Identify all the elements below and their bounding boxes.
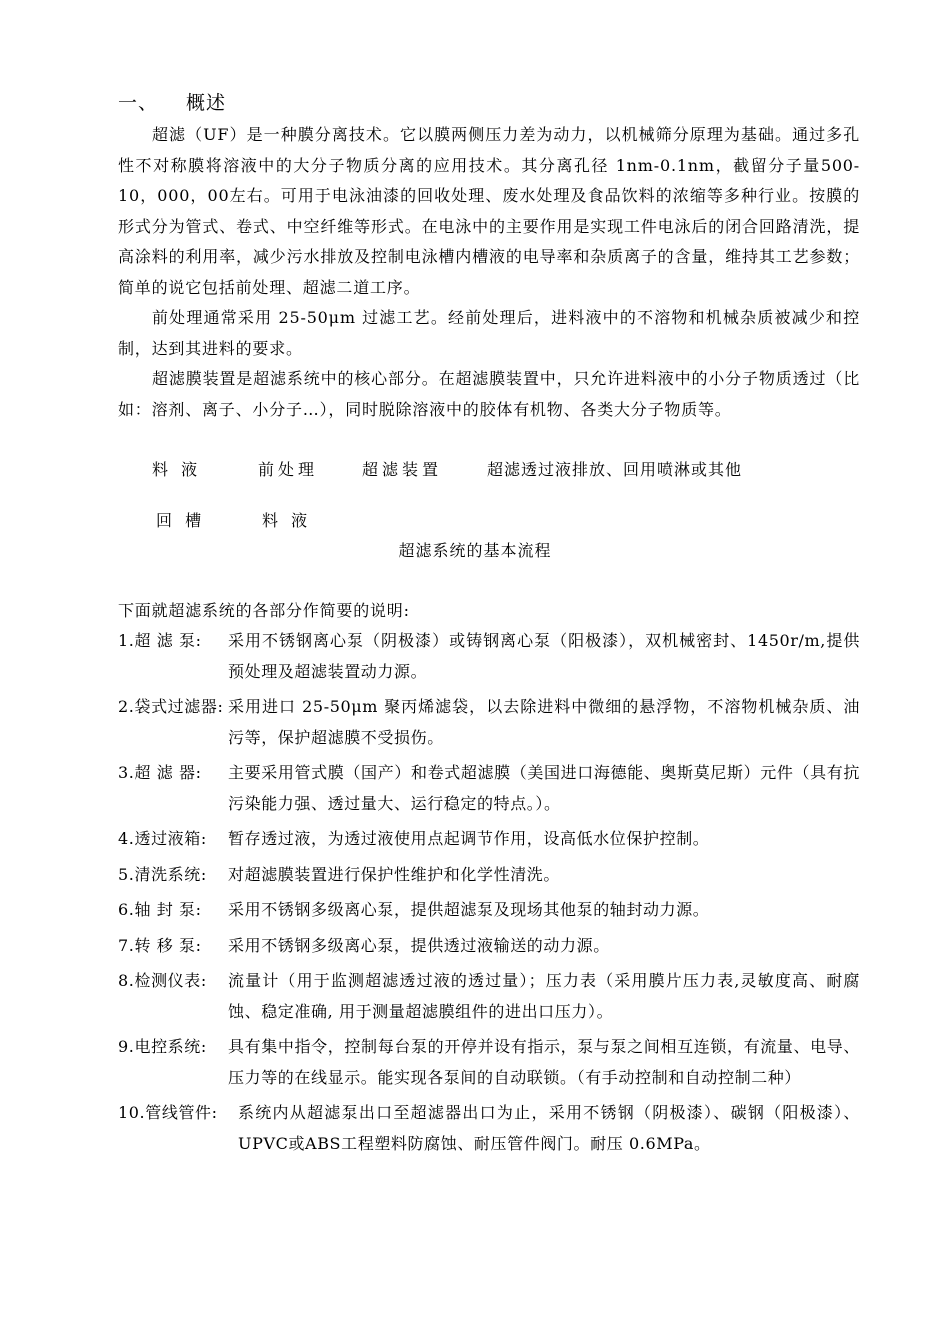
paragraph-overview: 超滤（UF）是一种膜分离技术。它以膜两侧压力差为动力，以机械筛分原理为基础。通过多孔性不对称膜将溶液中的大分子物质分离的应用技术。其分离孔径 1nm-0.1nm，截留分子量500-10，000，00左右。可用于电泳油漆的回收处理、废水处理及食品饮料的浓缩等多种行业。按膜的形式分为管式、卷式、中空纤维等形式。在电泳中的主要作用是实现工件电泳后的闭合回路清洗，提高涂料的利用率，减少污水排放及控制电泳槽内槽液的电导率和杂质离子的含量，维持其工艺参数；简单的说它包括前处理、超滤二道工序。 bbox=[118, 125, 860, 297]
list-item bbox=[118, 966, 860, 1027]
item-label: 8.检测仪表: bbox=[118, 971, 207, 990]
component-list bbox=[118, 626, 860, 1164]
item-desc: 主要采用管式膜（国产）和卷式超滤膜（美国进口海德能、奥斯莫尼斯）元件（具有抗污染能力强、透过量大、运行稳定的特点。）。 bbox=[228, 763, 860, 813]
list-item bbox=[118, 931, 860, 962]
list-item bbox=[118, 758, 860, 819]
item-label: 10.管线管件: bbox=[118, 1103, 218, 1122]
section-title: 概述 bbox=[186, 92, 227, 114]
list-item bbox=[118, 1032, 860, 1093]
flow-return-tank: 回 槽 bbox=[156, 511, 206, 530]
item-desc: 采用不锈钢离心泵（阴极漆）或铸钢离心泵（阳极漆），双机械密封、1450r/m,提供预处理及超滤装置动力源。 bbox=[228, 631, 860, 681]
item-label: 6.轴 封 泵: bbox=[118, 900, 202, 919]
flow-permeate-output: 超滤透过液排放、回用喷淋或其他 bbox=[487, 460, 743, 479]
list-item bbox=[118, 1098, 860, 1159]
paragraph-pretreatment: 前处理通常采用 25-50μm 过滤工艺。经前处理后，进料液中的不溶物和机械杂质被减少和控制，达到其进料的要求。 bbox=[118, 308, 860, 358]
item-desc: 采用不锈钢多级离心泵，提供透过液输送的动力源。 bbox=[228, 935, 610, 955]
item-label: 7.转 移 泵: bbox=[118, 935, 202, 955]
flow-feed-liquid-return: 料 液 bbox=[262, 511, 312, 530]
flow-pretreatment: 前处理 bbox=[258, 460, 319, 479]
item-desc: 对超滤膜装置进行保护性维护和化学性清洗。 bbox=[228, 864, 561, 884]
list-item bbox=[118, 895, 860, 926]
list-item bbox=[118, 824, 860, 855]
list-item bbox=[118, 692, 860, 753]
section-number: 一、 bbox=[118, 92, 159, 114]
flow-feed-liquid: 料 液 bbox=[152, 460, 202, 479]
item-desc: 流量计（用于监测超滤透过液的透过量）；压力表（采用膜片压力表,灵敏度高、耐腐蚀、稳定准确, 用于测量超滤膜组件的进出口压力）。 bbox=[228, 971, 860, 1021]
item-label: 2.袋式过滤器: bbox=[118, 697, 224, 716]
list-item bbox=[118, 626, 860, 687]
list-intro: 下面就超滤系统的各部分作简要的说明: bbox=[118, 601, 410, 620]
flow-caption: 超滤系统的基本流程 bbox=[398, 541, 552, 560]
list-item bbox=[118, 860, 860, 891]
item-desc: 采用不锈钢多级离心泵，提供超滤泵及现场其他泵的轴封动力源。 bbox=[228, 900, 710, 919]
flow-uf-device: 超滤装置 bbox=[362, 460, 443, 479]
item-desc: 具有集中指令，控制每台泵的开停并设有指示，泵与泵之间相互连锁，有流量、电导、压力等的在线显示。能实现各泵间的自动联锁。（有手动控制和自动控制二种） bbox=[228, 1037, 860, 1087]
section-heading bbox=[118, 88, 226, 115]
item-label: 3.超 滤 器: bbox=[118, 763, 202, 782]
item-label: 9.电控系统: bbox=[118, 1037, 207, 1056]
item-label: 5.清洗系统: bbox=[118, 864, 207, 884]
paragraph-membrane-device: 超滤膜装置是超滤系统中的核心部分。在超滤膜装置中，只允许进料液中的小分子物质透过（比如：溶剂、离子、小分子…），同时脱除溶液中的胶体有机物、各类大分子物质等。 bbox=[118, 369, 860, 419]
item-label: 1.超 滤 泵: bbox=[118, 631, 202, 650]
item-desc: 系统内从超滤泵出口至超滤器出口为止，采用不锈钢（阴极漆）、碳钢（阳极漆）、UPVC或ABS工程塑料防腐蚀、耐压管件阀门。耐压 0.6MPa。 bbox=[238, 1103, 860, 1153]
item-desc: 暂存透过液，为透过液使用点起调节作用，设高低水位保护控制。 bbox=[228, 829, 710, 848]
item-label: 4.透过液箱: bbox=[118, 829, 207, 848]
item-desc: 采用进口 25-50μm 聚丙烯滤袋，以去除进料中微细的悬浮物，不溶物机械杂质、油污等，保护超滤膜不受损伤。 bbox=[228, 697, 860, 747]
